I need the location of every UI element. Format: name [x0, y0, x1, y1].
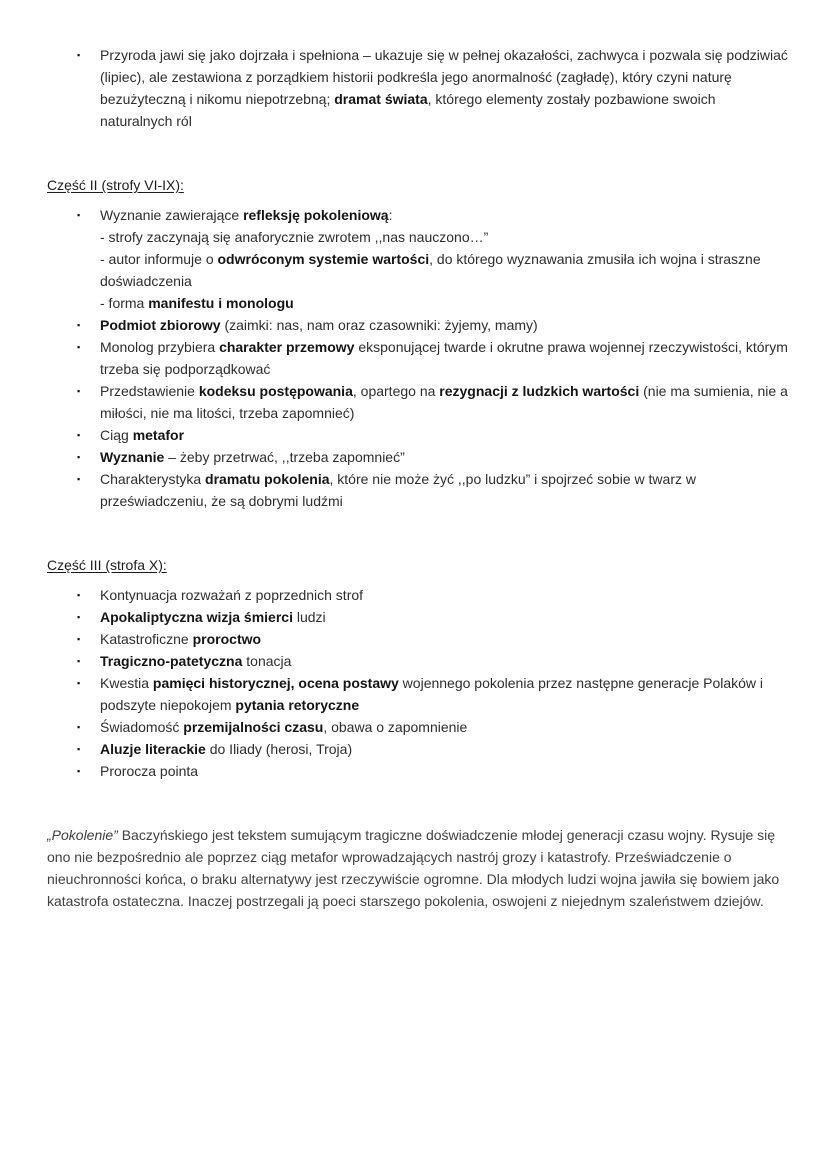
list-item: [47, 628, 788, 650]
list-item: [47, 336, 792, 380]
list-item: [47, 716, 788, 738]
section-heading: [47, 174, 788, 196]
text-run: pamięci historycznej, ocena postawy: [152, 675, 399, 691]
bullet-list: [47, 44, 792, 132]
list-item: [47, 584, 788, 606]
text-run: wojennego pokolenia przez następne generacje Polaków i podszyte niepokojem: [100, 675, 767, 713]
bullet-icon: ▪: [77, 430, 81, 440]
list-item: [47, 606, 788, 628]
text-run: Świadomość: [100, 719, 184, 735]
list-item: [47, 760, 788, 782]
bullet-icon: ▪: [77, 678, 81, 688]
bullet-icon: ▪: [77, 612, 81, 622]
section-heading-text: Część II (strofy VI-IX):: [47, 177, 184, 193]
bullet-icon: ▪: [77, 50, 81, 60]
bullet-icon: ▪: [77, 342, 81, 352]
text-run: dramatu pokolenia: [205, 471, 330, 487]
text-run: Charakterystyka: [100, 471, 206, 487]
list-item: [47, 380, 792, 424]
text-run: odwróconym systemie wartości: [217, 251, 430, 267]
section-heading-text: Część III (strofa X):: [47, 557, 167, 573]
text-run: Katastroficzne: [100, 631, 193, 647]
text-run: manifestu i monologu: [148, 295, 294, 311]
text-run: proroctwo: [192, 631, 262, 647]
summary-paragraph: [47, 824, 788, 912]
text-run: – żeby przetrwać, ,,trzeba zapomnieć”: [164, 449, 405, 465]
text-run: rezygnacji z ludzkich wartości: [439, 383, 640, 399]
bullet-icon: ▪: [77, 590, 81, 600]
text-run: do Iliady (herosi, Troja): [205, 741, 353, 757]
text-run: Baczyńskiego jest tekstem sumującym tragiczne doświadczenie młodej generacji czasu wojny. Rysuje się ono nie bezpośrednio ale poprzez ciąg metafor wprowadzających nastrój grozy i katastrofy. Przeświadczenie o nieuchronności końca, o braku alternatywy jest rzeczywiście ogromne. Dla młodych ludzi wojna jawiła się bowiem jako katastrofa ostateczna. Inaczej postrzegali ją poeci starszego pokolenia, oswojeni z niejednym szaleństwem dziejów.: [47, 827, 784, 909]
bullet-icon: ▪: [77, 210, 81, 220]
text-run: : - strofy zaczynają się anaforycznie zwrotem ,,nas nauczono…” - autor informuje o: [100, 207, 489, 267]
text-run: Apokaliptyczna wizja śmierci: [100, 609, 293, 625]
text-run: kodeksu postępowania: [198, 383, 353, 399]
text-run: dramat świata: [334, 91, 428, 107]
section-heading: [47, 554, 788, 576]
bullet-icon: ▪: [77, 656, 81, 666]
list-item: [47, 650, 788, 672]
list-item: [47, 424, 788, 446]
text-run: przemijalności czasu: [183, 719, 324, 735]
list-item: [47, 672, 788, 716]
text-run: , obawa o zapomnienie: [323, 719, 468, 735]
bullet-icon: ▪: [77, 474, 81, 484]
list-item: [47, 468, 788, 512]
text-run: Przyroda jawi się jako dojrzała i spełniona – ukazuje się w pełnej okazałości, zachwyca i pozwala się podziwiać (lipiec), ale zestawiona z porządkiem historii podkreśla jego anormalność (zagładę), który czyni naturę bezużyteczną i nikomu niepotrzebną;: [100, 47, 792, 107]
bullet-icon: ▪: [77, 634, 81, 644]
text-run: tonacja: [242, 653, 292, 669]
text-run: , opartego na: [352, 383, 440, 399]
text-run: (nie ma sumienia, nie a miłości, nie ma litości, trzeba zapomnieć): [100, 383, 792, 421]
text-run: Przedstawienie: [100, 383, 199, 399]
text-run: Tragiczno-patetyczna: [100, 653, 243, 669]
text-run: Kontynuacja rozważań z poprzednich strof: [100, 587, 364, 603]
text-run: charakter przemowy: [219, 339, 355, 355]
bullet-icon: ▪: [77, 766, 81, 776]
text-run: , do którego wyznawania zmusiła ich wojna i straszne doświadczenia - forma: [100, 251, 761, 311]
text-run: eksponującej twarde i okrutne prawa wojennej rzeczywistości, którym trzeba się podporządkować: [100, 339, 792, 377]
bullet-list: [47, 204, 792, 512]
text-run: (zaimki: nas, nam oraz czasowniki: żyjemy, mamy): [220, 317, 538, 333]
list-item: [47, 314, 788, 336]
bullet-icon: ▪: [77, 386, 81, 396]
text-run: metafor: [132, 427, 185, 443]
text-run: Wyznanie: [100, 449, 165, 465]
text-run: pytania retoryczne: [235, 697, 360, 713]
document-body: [47, 44, 792, 912]
text-run: ludzi: [292, 609, 326, 625]
bullet-icon: ▪: [77, 452, 81, 462]
text-run: , które nie może żyć ,,po ludzku” i spojrzeć sobie w twarz w przeświadczeniu, że są dobrymi ludźmi: [100, 471, 700, 509]
text-run: Podmiot zbiorowy: [100, 317, 221, 333]
bullet-icon: ▪: [77, 744, 81, 754]
list-item: [47, 204, 788, 314]
text-run: Monolog przybiera: [100, 339, 220, 355]
text-run: Prorocza pointa: [100, 763, 199, 779]
list-item: [47, 446, 788, 468]
text-run: Wyznanie zawierające: [100, 207, 244, 223]
list-item: [47, 44, 792, 132]
bullet-icon: ▪: [77, 722, 81, 732]
text-run: refleksję pokoleniową: [243, 207, 389, 223]
bullet-list: [47, 584, 788, 782]
list-item: [47, 738, 788, 760]
text-run: , którego elementy zostały pozbawione swoich naturalnych ról: [100, 91, 720, 129]
text-run: Ciąg: [100, 427, 133, 443]
text-run: Kwestia: [100, 675, 153, 691]
text-run: Aluzje literackie: [100, 741, 206, 757]
text-run: „Pokolenie”: [47, 827, 118, 843]
bullet-icon: ▪: [77, 320, 81, 330]
